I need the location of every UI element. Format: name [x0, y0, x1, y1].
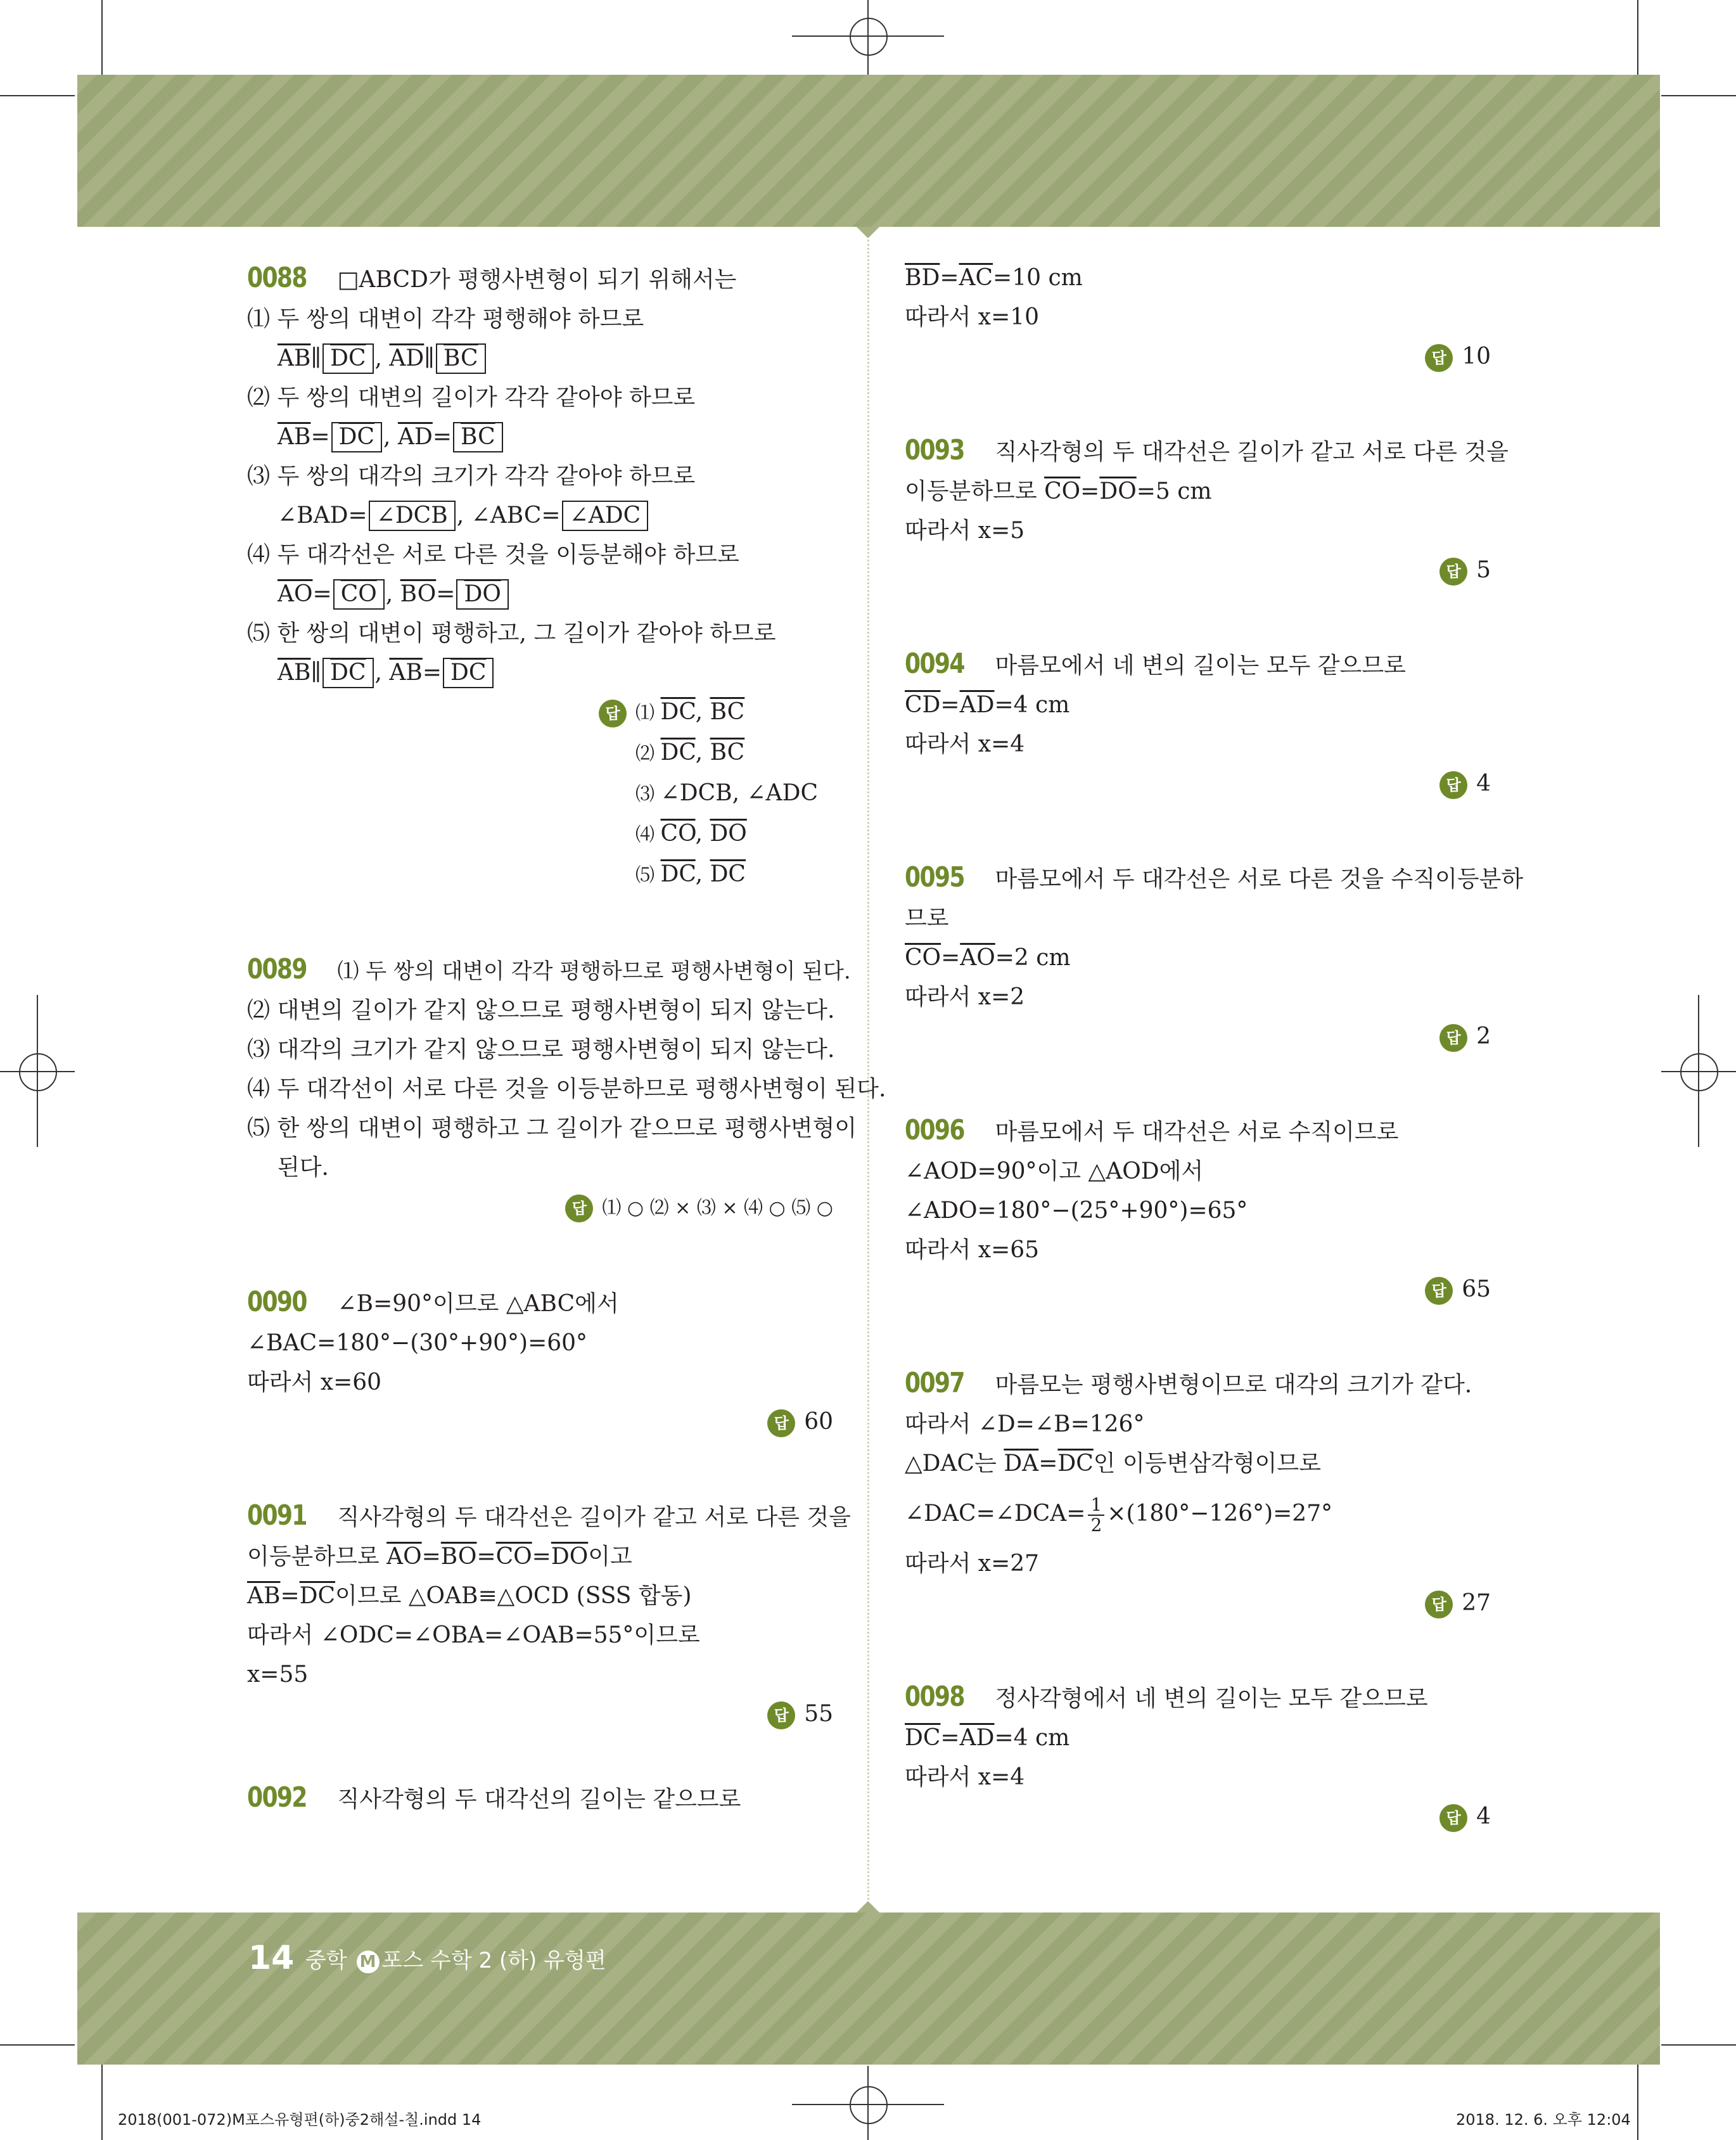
answer-badge-icon: 답	[767, 1701, 795, 1729]
solution-line: ⑵ 대변의 길이가 같지 않으므로 평행사변형이 되지 않는다.	[247, 997, 835, 1023]
problem-text: □ABCD가 평행사변형이 되기 위해서는	[337, 267, 737, 293]
answer-badge-icon: 답	[599, 700, 627, 727]
problem-0098	[905, 1677, 1491, 1836]
answer-item-number: ⑶	[635, 783, 661, 805]
symbol: =	[436, 581, 456, 607]
crop-mark	[1661, 2044, 1736, 2046]
answer-badge-icon: 답	[1425, 1277, 1453, 1305]
symbol: =	[432, 424, 452, 450]
answer-row	[905, 551, 1491, 590]
answer-item: ⑸ $\overline{DC}$, $\overline{DC}$	[635, 861, 746, 887]
answer-item: ⑵ $\overline{DC}$, $\overline{BC}$	[635, 740, 745, 766]
segment: $\overline{AB}$	[389, 660, 423, 686]
symbol: =	[312, 581, 332, 607]
crop-mark	[1637, 2065, 1638, 2140]
separator: ,	[383, 424, 391, 450]
answer-item-number: ⑵	[635, 743, 661, 765]
answer-item-number: ⑴	[635, 702, 661, 724]
solution-line: 마름모에서 두 대각선은 서로 수직이므로	[995, 1119, 1399, 1145]
answer-value: 10	[1462, 343, 1491, 369]
crop-mark	[0, 2044, 75, 2046]
separator: ,	[374, 345, 382, 371]
solution-line: 된다.	[278, 1155, 329, 1181]
header-band	[77, 75, 1660, 227]
answer-item-value: $\overline{DC}$	[660, 699, 696, 725]
symbol: ∥	[310, 345, 322, 371]
answer-item-number: ⑸	[635, 864, 661, 887]
answer-box: $\overline{DC}$	[331, 422, 382, 452]
answer-value: 4	[1476, 771, 1491, 797]
solution-line: 마름모에서 두 대각선은 서로 다른 것을 수직이등분하	[995, 866, 1524, 892]
segment: $\overline{AB}$	[278, 660, 311, 686]
solution-line: 마름모에서 네 변의 길이는 모두 같으므로	[995, 653, 1406, 679]
answer-value: 2	[1476, 1023, 1491, 1049]
solution-line: 이등분하므로 $\overline{AO}=\overline{BO}=\overline{CO}=\overline{DO}$이고	[247, 1544, 632, 1570]
solution-line: ∠ADO=180°−(25°+90°)=65°	[905, 1198, 1248, 1224]
answer-item-value: $\overline{DC}$	[710, 861, 746, 887]
solution-line: ∠BAC=180°−(30°+90°)=60°	[247, 1330, 588, 1356]
solution-line: ⑸ 한 쌍의 대변이 평행하고 그 길이가 같으므로 평행사변형이	[247, 1115, 857, 1141]
answer-badge-icon: 답	[565, 1195, 593, 1222]
solution-line: ∠DAC=∠DCA= $\frac{1}{2}$ ×(180°−126°)=27°	[905, 1494, 1333, 1535]
symbol: =	[310, 424, 330, 450]
solution-line: 따라서 x=4	[905, 731, 1025, 757]
solution-line: 따라서 x=2	[905, 984, 1025, 1010]
segment: $\overline{AO}$	[278, 581, 313, 607]
fraction: $\frac{1}{2}$	[1088, 1496, 1104, 1535]
problem-0093	[905, 431, 1509, 590]
answer-item-value: $\overline{DC}$	[660, 861, 696, 887]
answer-badge-icon: 답	[1425, 344, 1453, 372]
answer-box: ∠DCB	[369, 501, 456, 531]
answer-item: ⑷ $\overline{CO}$, $\overline{DO}$	[635, 821, 747, 847]
solution-line	[247, 496, 833, 535]
answer-item: ⑴ $\overline{DC}$, $\overline{BC}$	[635, 699, 745, 725]
problem-0090	[247, 1283, 833, 1442]
solution-line: 따라서 x=5	[905, 518, 1025, 544]
header-notch	[857, 227, 879, 238]
left-column	[247, 259, 886, 1819]
solution-line: $\overline{DC}=\overline{AD}=4$ cm	[905, 1725, 1070, 1751]
solution-line: 따라서 ∠ODC=∠OBA=∠OAB=55°이므로	[247, 1622, 700, 1648]
crop-mark	[101, 2065, 103, 2140]
answer-box: $\overline{DO}$	[456, 579, 508, 610]
footer-notch	[857, 1901, 879, 1913]
solution-line: ⑶ 대각의 크기가 같지 않으므로 평행사변형이 되지 않는다.	[247, 1037, 835, 1063]
column-divider	[867, 240, 869, 1900]
problem-0091	[247, 1496, 851, 1734]
solution-line: ⑸ 한 쌍의 대변이 평행하고, 그 길이가 같아야 하므로	[247, 620, 776, 646]
footer-band	[77, 1913, 1660, 2065]
answer-row	[905, 337, 1491, 376]
solution-line: 따라서 x=65	[905, 1237, 1040, 1263]
problem-number: 0098	[905, 1681, 964, 1713]
answer-box: $\overline{DC}$	[322, 343, 373, 374]
answer-value: 65	[1462, 1276, 1491, 1302]
crop-mark	[0, 95, 75, 96]
solution-line: $\overline{AB}=\overline{DC}$이므로 △OAB≡△OCD (SSS 합동)	[247, 1583, 692, 1609]
answer-item-value: $\overline{CO}$	[660, 821, 696, 847]
answer-value: 55	[804, 1701, 833, 1727]
answer-item-value: ∠DCB	[660, 780, 732, 806]
answer-list	[635, 693, 818, 895]
solution-line: 마름모는 평행사변형이므로 대각의 크기가 같다.	[995, 1372, 1472, 1398]
registration-mark	[1680, 1053, 1718, 1091]
problem-0089	[247, 950, 886, 1228]
solution-line	[247, 418, 833, 457]
problem-number: 0094	[905, 648, 964, 680]
answer-row	[247, 1188, 833, 1228]
solution-line: 직사각형의 두 대각선은 길이가 같고 서로 다른 것을	[337, 1504, 851, 1530]
solution-line: 직사각형의 두 대각선은 길이가 같고 서로 다른 것을	[995, 439, 1509, 465]
solution-line: 므로	[905, 906, 949, 932]
problem-0092-continued	[905, 259, 1491, 376]
segment: $\overline{AD}$	[397, 424, 433, 450]
print-slug-date: 2018. 12. 6. 오후 12:04	[1456, 2111, 1631, 2129]
solution-line: 따라서 x=60	[247, 1369, 382, 1395]
segment: $\overline{AB}$	[278, 424, 311, 450]
crop-mark	[1661, 95, 1736, 96]
solution-line: ⑵ 두 쌍의 대변의 길이가 각각 같아야 하므로	[247, 385, 696, 411]
answer-box: $\overline{DC}$	[322, 658, 373, 688]
problem-0097	[905, 1364, 1491, 1623]
print-slug-file: 2018(001-072)M포스유형편(하)중2해설-칠.indd 14	[118, 2111, 482, 2129]
solution-line: $\overline{BD}=\overline{AC}=10$ cm	[905, 265, 1083, 291]
problem-number: 0091	[247, 1499, 307, 1532]
answer-value: 27	[1462, 1590, 1491, 1616]
problem-number: 0090	[247, 1286, 307, 1318]
expression: ∠BAD=	[278, 503, 367, 529]
solution-line	[247, 575, 833, 614]
problem-number: 0095	[905, 861, 964, 894]
answer-badge-icon: 답	[767, 1409, 795, 1437]
answer-value: 4	[1476, 1804, 1491, 1829]
problem-number: 0097	[905, 1367, 964, 1399]
answer-box: $\overline{BC}$	[453, 422, 503, 452]
crop-mark	[101, 0, 103, 75]
answer-item-value: $\overline{DC}$	[660, 740, 696, 766]
answer-box: $\overline{DC}$	[443, 658, 494, 688]
answer-row	[905, 1017, 1491, 1056]
answer-badge-icon: 답	[1439, 1024, 1467, 1052]
symbol: =	[422, 660, 442, 686]
answer-value: 5	[1476, 557, 1491, 583]
answer-item-value: $\overline{BC}$	[710, 740, 745, 766]
answer-row	[247, 1402, 833, 1442]
solution-line: ⑷ 두 대각선은 서로 다른 것을 이등분해야 하므로	[247, 542, 739, 568]
solution-line: ⑷ 두 대각선이 서로 다른 것을 이등분하므로 평행사변형이 된다.	[247, 1076, 886, 1102]
answer-item-value: $\overline{BC}$	[710, 699, 745, 725]
solution-line: 따라서 x=10	[905, 304, 1040, 330]
solution-line: x=55	[247, 1662, 309, 1688]
answer-row	[905, 1797, 1491, 1836]
solution-line: ⑶ 두 쌍의 대각의 크기가 각각 같아야 하므로	[247, 463, 696, 489]
symbol: ∥	[310, 660, 322, 686]
solution-line: 따라서 x=4	[905, 1764, 1025, 1790]
solution-line: ∠B=90°이므로 △ABC에서	[337, 1291, 619, 1317]
segment: $\overline{AB}$	[278, 345, 311, 371]
problem-0095	[905, 858, 1524, 1056]
crop-mark	[1637, 0, 1638, 75]
problem-0094	[905, 644, 1491, 804]
answer-box: $\overline{BC}$	[436, 343, 486, 374]
answer-item-value: ∠ADC	[746, 780, 819, 806]
page-number: 14	[248, 1939, 295, 1977]
m-logo-icon: M	[357, 1951, 380, 1973]
solution-line: ⑴ 두 쌍의 대변이 각각 평행하므로 평행사변형이 된다.	[337, 959, 851, 984]
separator: ,	[374, 660, 382, 686]
solution-line	[247, 339, 833, 378]
solution-line: △DAC는 $\overline{DA}=\overline{DC}$인 이등변삼각형이므로	[905, 1451, 1321, 1477]
answer-block	[247, 693, 833, 895]
registration-mark	[850, 18, 888, 56]
solution-line: $\overline{CD}=\overline{AD}=4$ cm	[905, 692, 1070, 718]
book-title: 중학 M 포스 수학 2 (하) 유형편	[305, 1948, 606, 1973]
solution-line	[247, 653, 833, 693]
answer-row	[905, 1270, 1491, 1309]
answer-row	[905, 1584, 1491, 1623]
solution-line: 정사각형에서 네 변의 길이는 모두 같으므로	[995, 1686, 1428, 1712]
solution-line: 이등분하므로 $\overline{CO}=\overline{DO}=5$ cm	[905, 478, 1212, 504]
problem-number: 0088	[247, 262, 307, 294]
solution-line: ∠AOD=90°이고 △AOD에서	[905, 1158, 1204, 1184]
problem-number: 0089	[247, 953, 307, 985]
answer-item: ⑶ ∠DCB, ∠ADC	[635, 780, 819, 806]
solution-line: 직사각형의 두 대각선의 길이는 같으므로	[337, 1786, 741, 1812]
problem-number: 0092	[247, 1781, 307, 1814]
solution-line: 따라서 x=27	[905, 1551, 1040, 1577]
registration-mark	[850, 2086, 888, 2124]
answer-box: ∠ADC	[562, 501, 649, 531]
problem-0096	[905, 1111, 1491, 1309]
answer-badge-icon: 답	[1439, 1804, 1467, 1832]
answer-badge-icon: 답	[1439, 771, 1467, 799]
problem-0088	[247, 259, 833, 895]
answer-item-value: $\overline{DO}$	[710, 821, 747, 847]
problem-number: 0093	[905, 434, 964, 466]
segment: $\overline{AD}$	[389, 345, 424, 371]
answer-badge-icon: 답	[1439, 558, 1467, 586]
solution-line: $\overline{CO}=\overline{AO}=2$ cm	[905, 945, 1071, 971]
symbol: ∥	[424, 345, 435, 371]
answer-value: ⑴ ○ ⑵ × ⑶ × ⑷ ○ ⑸ ○	[602, 1197, 833, 1219]
answer-badge-icon: 답	[1425, 1591, 1453, 1618]
answer-value: 60	[804, 1409, 833, 1435]
problem-0092	[247, 1778, 833, 1819]
answer-item-number: ⑷	[635, 824, 661, 846]
registration-mark	[19, 1053, 57, 1091]
solution-line: 따라서 ∠D=∠B=126°	[905, 1411, 1145, 1437]
problem-number: 0096	[905, 1114, 964, 1146]
right-column	[905, 259, 1524, 1836]
answer-row	[905, 764, 1491, 804]
solution-line: ⑴ 두 쌍의 대변이 각각 평행해야 하므로	[247, 306, 644, 332]
segment: $\overline{BO}$	[400, 581, 437, 607]
expression: , ∠ABC=	[456, 503, 561, 529]
separator: ,	[385, 581, 393, 607]
answer-box: $\overline{CO}$	[333, 579, 385, 610]
answer-row	[247, 1695, 833, 1734]
